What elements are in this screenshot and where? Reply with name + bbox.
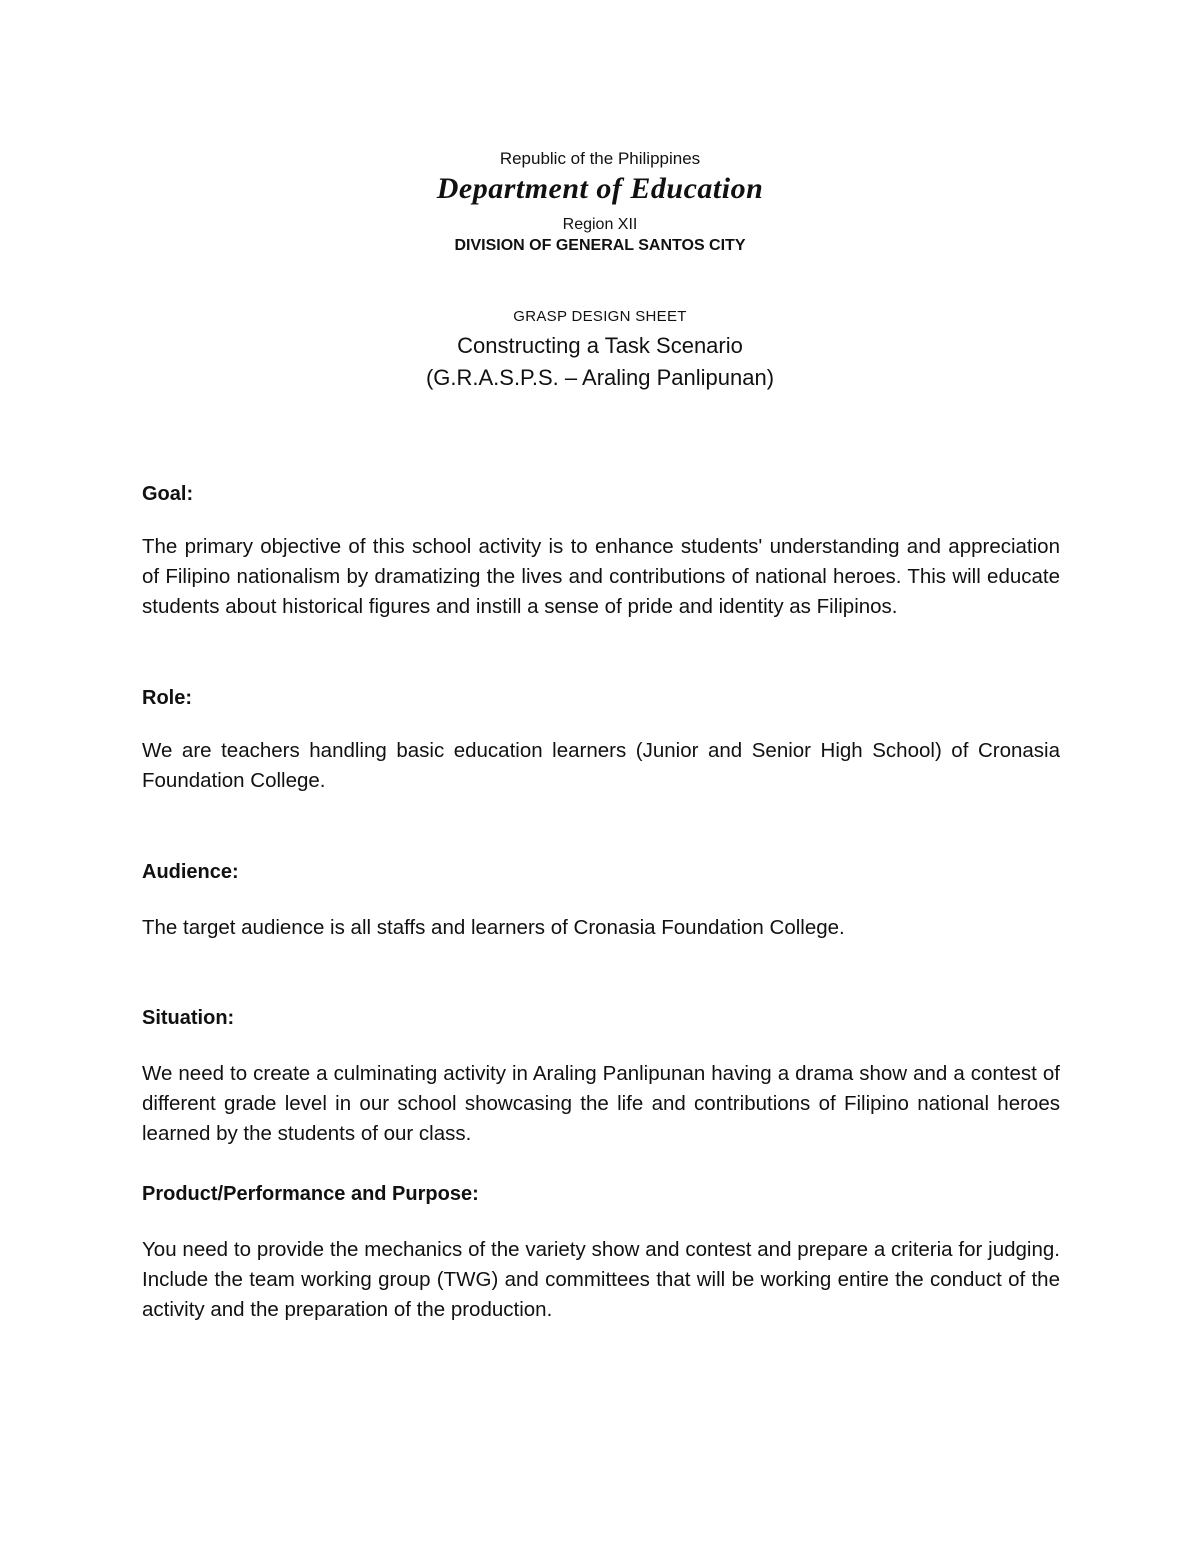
region-line: Region XII [562, 216, 638, 233]
goal-section [142, 482, 1060, 622]
audience-heading: Audience: [142, 861, 239, 883]
audience-section [142, 860, 1060, 943]
product-heading: Product/Performance and Purpose: [142, 1183, 479, 1205]
sheet-label: GRASP DESIGN SHEET [513, 308, 687, 325]
product-section [142, 1182, 1060, 1325]
division-line: DIVISION OF GENERAL SANTOS CITY [454, 237, 746, 254]
document-subtitle: (G.R.A.S.P.S. – Araling Panlipunan) [425, 365, 775, 390]
situation-text: We need to create a culminating activity in Araling Panlipunan having a drama show and a contest of different grade level in our school showcasing the life and contributions of Filipino national heroes learned by the students of our class. [142, 1062, 1060, 1145]
situation-heading: Situation: [142, 1007, 235, 1029]
goal-text: The primary objective of this school activity is to enhance students' understanding and appreciation of Filipino nationalism by dramatizing the lives and contributions of national heroes. This will educate students about historical figures and instill a sense of pride and identity as Filipinos. [142, 535, 1060, 618]
role-section [142, 686, 1060, 796]
republic-line: Republic of the Philippines [499, 149, 701, 168]
department-name: Department of Education [436, 172, 764, 205]
document-title: Constructing a Task Scenario [457, 333, 743, 358]
role-text: We are teachers handling basic education learners (Junior and Senior High School) of Cronasia Foundation College. [142, 739, 1060, 792]
product-text: You need to provide the mechanics of the variety show and contest and prepare a criteria for judging. Include the team working group (TWG) and committees that will be working entire the conduct of the activity and the preparation of the production. [142, 1238, 1060, 1321]
goal-heading: Goal: [142, 483, 194, 505]
role-heading: Role: [142, 687, 192, 709]
audience-text: The target audience is all staffs and learners of Cronasia Foundation College. [142, 916, 845, 939]
situation-section [142, 1006, 1060, 1149]
